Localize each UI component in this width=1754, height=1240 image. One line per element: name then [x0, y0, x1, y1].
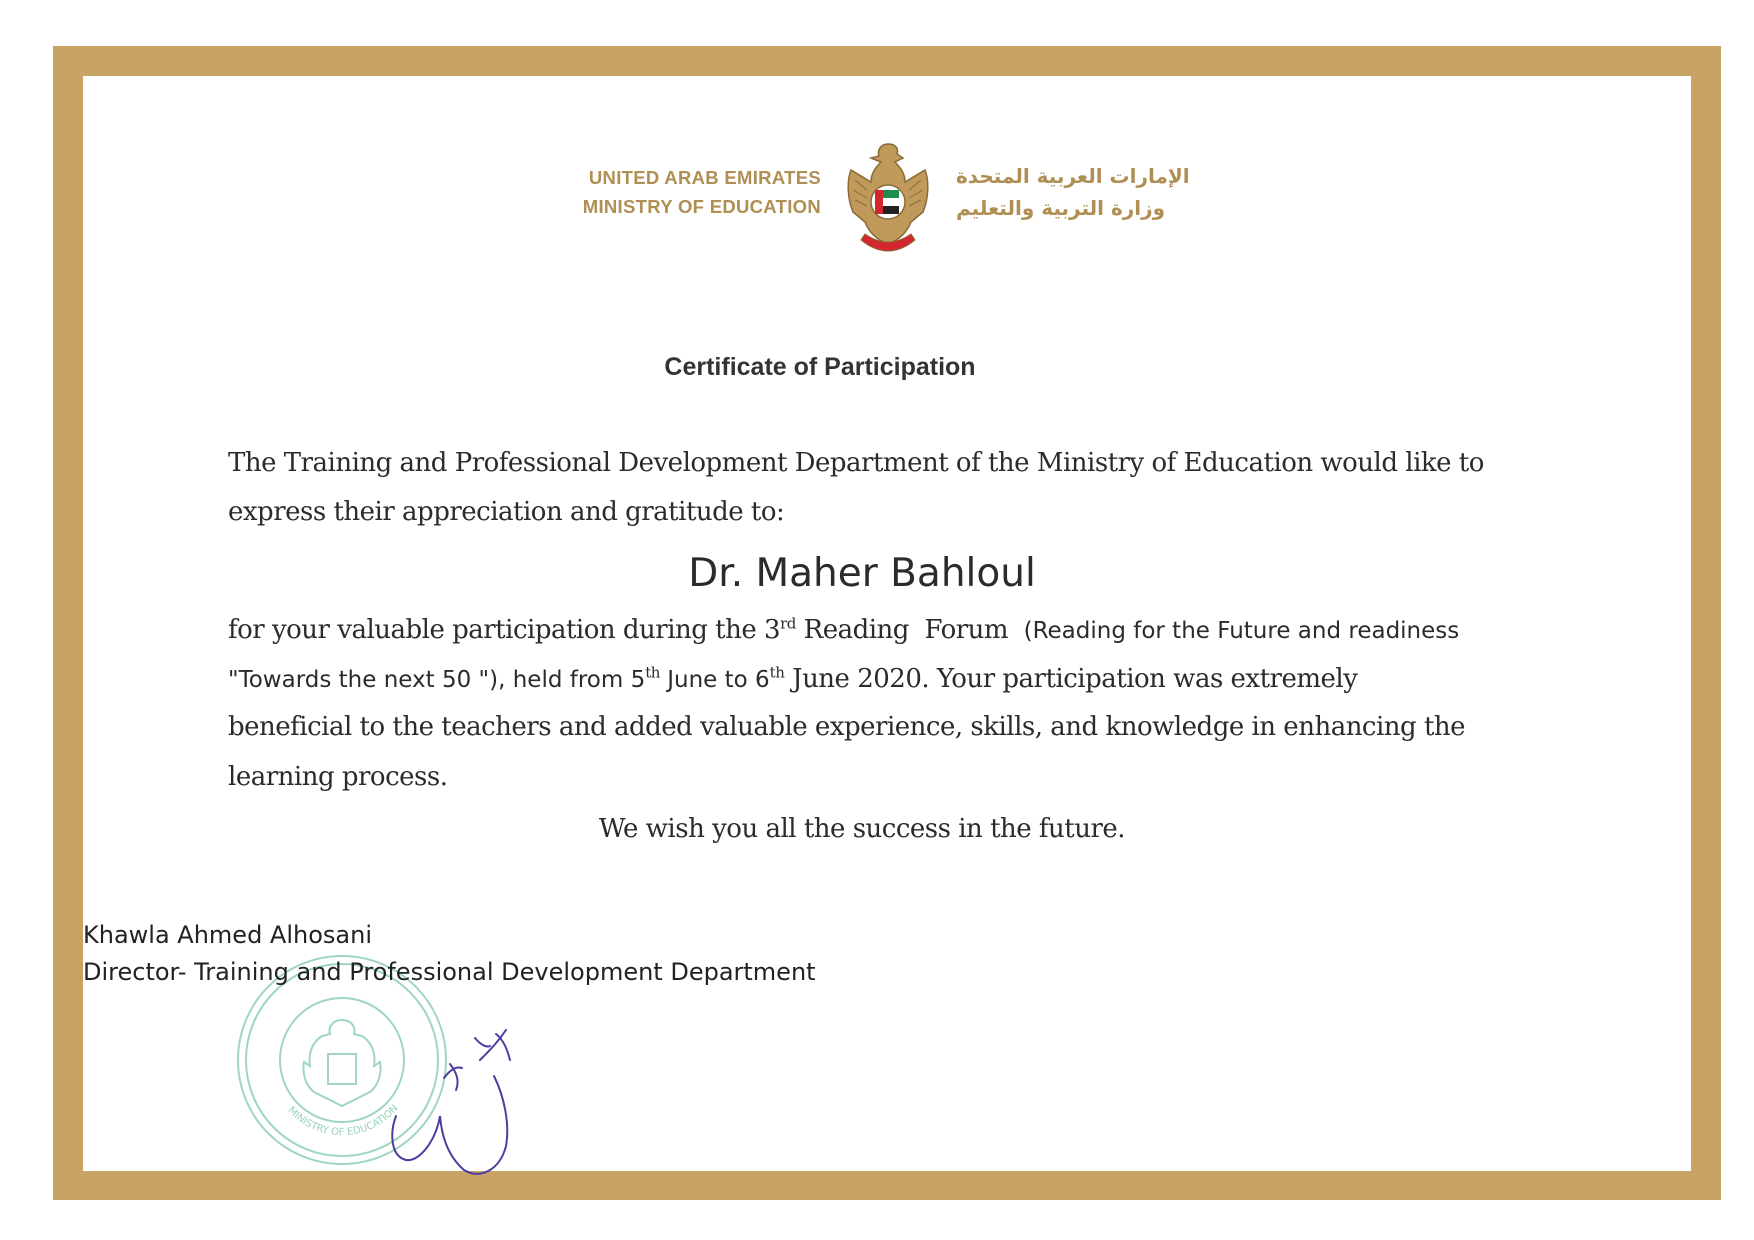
closing-wish: We wish you all the success in the future.	[598, 814, 1126, 844]
ministry-header	[0, 140, 1754, 260]
certificate-title: Certificate of Participation	[664, 353, 976, 381]
body-line-4-part-c: June 2020.	[784, 664, 930, 694]
body-line-3-part-c: (Reading for the Future and readiness	[1023, 618, 1460, 644]
signatory-name: Khawla Ahmed Alhosani	[83, 921, 372, 949]
body-line-3-part-a: for your valuable participation during the 3	[228, 615, 781, 645]
body-line-5: beneficial to the teachers and added valuable experience, skills, and knowledge in enhancing the	[228, 712, 1466, 742]
stamp-text: MINISTRY OF EDUCATION	[285, 1102, 401, 1139]
body-line-6: learning process.	[228, 762, 448, 792]
header-ministry-arabic: وزارة التربية والتعليم	[956, 196, 1166, 220]
body-line-3-part-b: Reading Forum	[795, 615, 1024, 645]
body-line-3	[228, 615, 1528, 645]
handwritten-signature-icon	[380, 1020, 560, 1185]
body-line-4-part-a: "Towards the next 50 "), held from 5	[228, 667, 646, 693]
signatory-role: Director- Training and Professional Development Department	[83, 958, 816, 986]
ordinal-suffix: th	[769, 663, 785, 682]
ordinal-suffix: rd	[780, 614, 796, 633]
ordinal-suffix: th	[645, 663, 660, 682]
body-line-2: express their appreciation and gratitude to:	[228, 497, 785, 527]
body-line-4-part-d: Your participation was extremely	[929, 664, 1358, 694]
uae-emblem-icon	[841, 140, 935, 262]
header-ministry: MINISTRY OF EDUCATION	[582, 196, 821, 217]
body-line-4-part-b: June to 6	[659, 667, 770, 693]
body-line-4	[228, 664, 1528, 694]
body-line-1: The Training and Professional Development Department of the Ministry of Education would like to	[228, 448, 1484, 478]
header-country: UNITED ARAB EMIRATES	[588, 167, 821, 188]
header-country-arabic: الإمارات العربية المتحدة	[956, 164, 1190, 188]
recipient-name: Dr. Maher Bahloul	[688, 551, 1036, 596]
